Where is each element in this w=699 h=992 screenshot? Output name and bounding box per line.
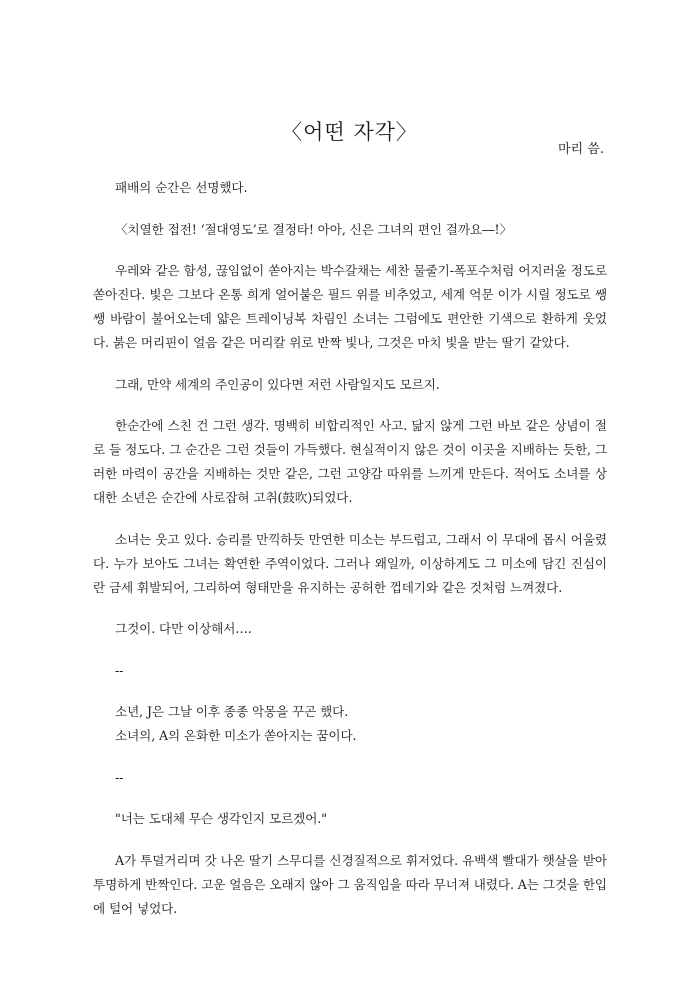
paragraph: A가 투덜거리며 갓 나온 딸기 스무디를 신경질적으로 휘저었다. 유백색 빨대가 햇살을 받아 투명하게 반짝인다. 고운 얼음은 오래지 않아 그 움직임을 따라 무너져 내렸다. A는 그것을 한입에 털어 넣었다. <box>93 852 607 916</box>
paragraph: 소년, J은 그날 이후 종종 악몽을 꾸곤 했다. <box>115 704 349 719</box>
document-title: 〈어떤 자각〉 <box>281 120 418 144</box>
paragraph: 〈치열한 접전! ‘절대영도’로 결정타! 아아, 신은 그녀의 편인 걸까요―!〉 <box>115 221 512 237</box>
paragraph: 한순간에 스친 건 그런 생각. 명백히 비합리적인 사고. 닮지 않게 그런 바보 같은 상념이 절로 들 정도다. 그 순간은 그런 것들이 가득했다. 현실적이지 않은 것이 이곳을 지배하는 듯한, 그러한 마력이 공간을 지배하는 것만 같은, 그런 고양감 따위를 느끼게 만든다. 적어도 소녀를 상대한 소년은 순간에 사로잡혀 고취(鼓吹)되었다. <box>93 418 607 505</box>
paragraph: "너는 도대체 무슨 생각인지 모르겠어." <box>115 811 327 826</box>
paragraph: 소녀는 웃고 있다. 승리를 만끽하듯 만연한 미소는 부드럽고, 그래서 이 무대에 몹시 어울렸다. 누가 보아도 그녀는 확연한 주역이었다. 그러나 왜일까, 이상하게도 그 미소에 담긴 진심이란 금세 휘발되어, 그리하여 형태만을 유지하는 공허한 껍데기와 같은 것처럼 느껴졌다. <box>93 531 607 595</box>
paragraph: 패배의 순간은 선명했다. <box>115 180 248 195</box>
section-separator: -- <box>115 769 124 785</box>
document-body <box>93 176 607 938</box>
paragraph: 소녀의, A의 온화한 미소가 쏟아지는 꿈이다. <box>115 728 357 743</box>
document-author: 마리 씀. <box>558 142 604 157</box>
paragraph: 그것이. 다만 이상해서…. <box>115 621 252 636</box>
paragraph: 우레와 같은 함성, 끊임없이 쏟아지는 박수갈채는 세찬 물줄기-폭포수처럼 어지러울 정도로 쏟아진다. 빛은 그보다 온통 희게 얼어붙은 필드 위를 비추었고, 세계 억문 이가 시릴 정도로 쌩쌩 바람이 불어오는데 얇은 트레이닝복 차림인 소녀는 그럼에도 편안한 기색으로 환하게 웃었다. 붉은 머리핀이 얼음 같은 머리칼 위로 반짝 빛나, 그것은 마치 빛을 받는 딸기 같았다. <box>93 263 607 350</box>
paragraph: 그래, 만약 세계의 주인공이 있다면 저런 사람일지도 모르지. <box>115 376 440 392</box>
section-separator: -- <box>115 662 124 678</box>
